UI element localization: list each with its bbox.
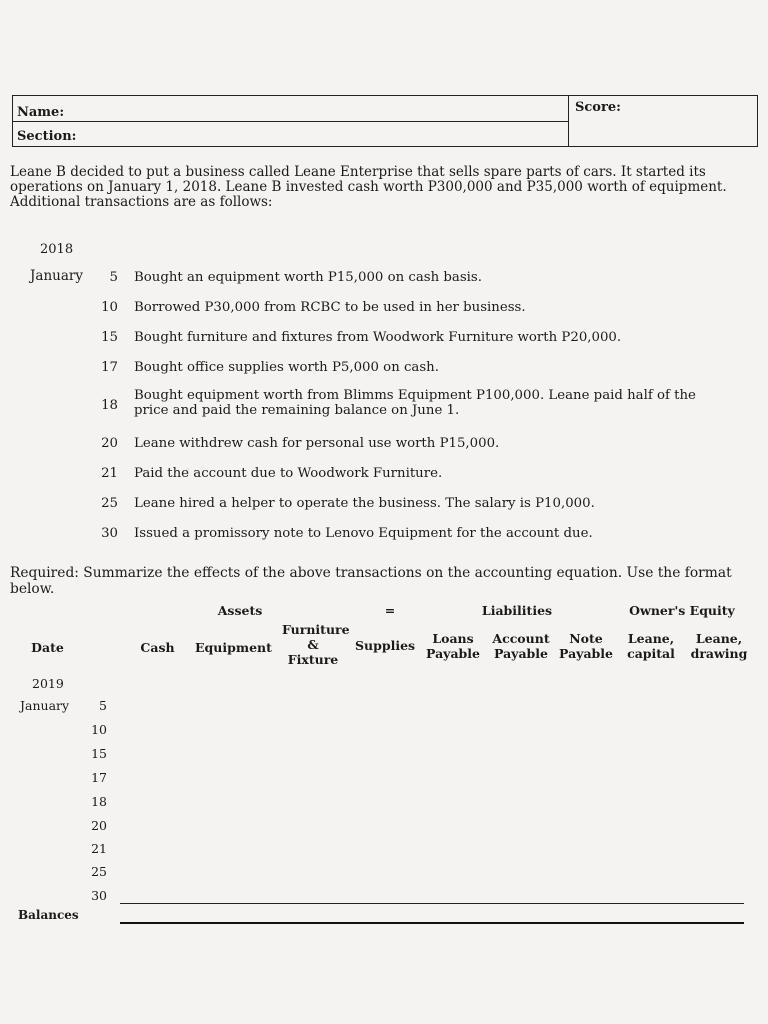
transaction-day: 10: [101, 300, 118, 315]
transaction-text: Leane hired a helper to operate the business. The salary is P10,000.: [134, 496, 595, 511]
student-info-box: [12, 95, 758, 147]
transaction-day: 5: [109, 270, 118, 285]
transaction-text: Bought equipment worth from Blimms Equipment P100,000. Leane paid half of the price and paid the remaining balance on June 1.: [134, 388, 696, 418]
equals-sign: =: [384, 603, 396, 618]
transaction-day: 25: [101, 496, 118, 511]
score-label: Score:: [575, 100, 621, 115]
liabilities-group-header: Liabilities: [481, 603, 553, 618]
transactions-month: January: [30, 268, 83, 284]
col-note-payable-header: Note Payable: [559, 631, 613, 661]
transaction-day: 20: [101, 436, 118, 451]
table-row-day: 10: [91, 722, 107, 737]
table-row-day: 15: [91, 746, 107, 761]
transaction-text: Bought office supplies worth P5,000 on cash.: [134, 360, 439, 375]
name-label: Name:: [17, 105, 65, 120]
table-row-day: 25: [91, 864, 107, 879]
table-row-day: 30: [91, 888, 107, 903]
assets-group-header: Assets: [217, 603, 263, 618]
transaction-day: 15: [101, 330, 118, 345]
transaction-day: 18: [101, 398, 118, 413]
equity-group-header: Owner's Equity: [629, 603, 735, 618]
transaction-day: 17: [101, 360, 118, 375]
transaction-text: Borrowed P30,000 from RCBC to be used in her business.: [134, 300, 526, 315]
col-account-payable-header: Account Payable: [492, 631, 550, 661]
col-date-header: Date: [31, 640, 64, 655]
transactions-year: 2018: [40, 242, 74, 257]
balances-label: Balances: [18, 908, 79, 922]
transaction-text: Issued a promissory note to Lenovo Equipment for the account due.: [134, 526, 593, 541]
transaction-text: Bought furniture and fixtures from Woodwork Furniture worth P20,000.: [134, 330, 622, 345]
transaction-text: Bought an equipment worth P15,000 on cash basis.: [134, 270, 482, 285]
col-equipment-header: Equipment: [195, 640, 272, 655]
table-row-day: 5: [99, 698, 107, 713]
table-year: 2019: [32, 676, 64, 691]
transaction-day: 21: [101, 466, 118, 481]
problem-intro: Leane B decided to put a business called Leane Enterprise that sells spare parts of cars. It started its operations on January 1, 2018. Leane B invested cash worth P300,000 and P35,000 worth of equipment. Additional transactions are as follows:: [10, 164, 727, 210]
col-capital-header: Leane, capital: [627, 631, 675, 661]
transaction-day: 30: [101, 526, 118, 541]
col-loans-payable-header: Loans Payable: [426, 631, 480, 661]
table-row-day: 18: [91, 794, 107, 809]
transaction-text: Paid the account due to Woodwork Furniture.: [134, 466, 443, 481]
table-row-day: 21: [91, 841, 107, 856]
subtotal-rule: [120, 903, 744, 904]
table-row-day: 20: [91, 818, 107, 833]
col-cash-header: Cash: [140, 640, 175, 655]
name-field[interactable]: [13, 96, 568, 122]
transaction-text: Leane withdrew cash for personal use worth P15,000.: [134, 436, 500, 451]
score-field[interactable]: [568, 96, 758, 146]
table-row-day: 17: [91, 770, 107, 785]
balance-double-rule: [120, 922, 744, 924]
col-supplies-header: Supplies: [355, 638, 416, 653]
col-furniture-header: Furniture & Fixture: [282, 622, 350, 667]
section-label: Section:: [17, 129, 77, 144]
required-instruction: Required: Summarize the effects of the above transactions on the accounting equation. Use the format below.: [10, 565, 732, 597]
table-month: January: [20, 698, 70, 713]
col-drawing-header: Leane, drawing: [690, 631, 748, 661]
